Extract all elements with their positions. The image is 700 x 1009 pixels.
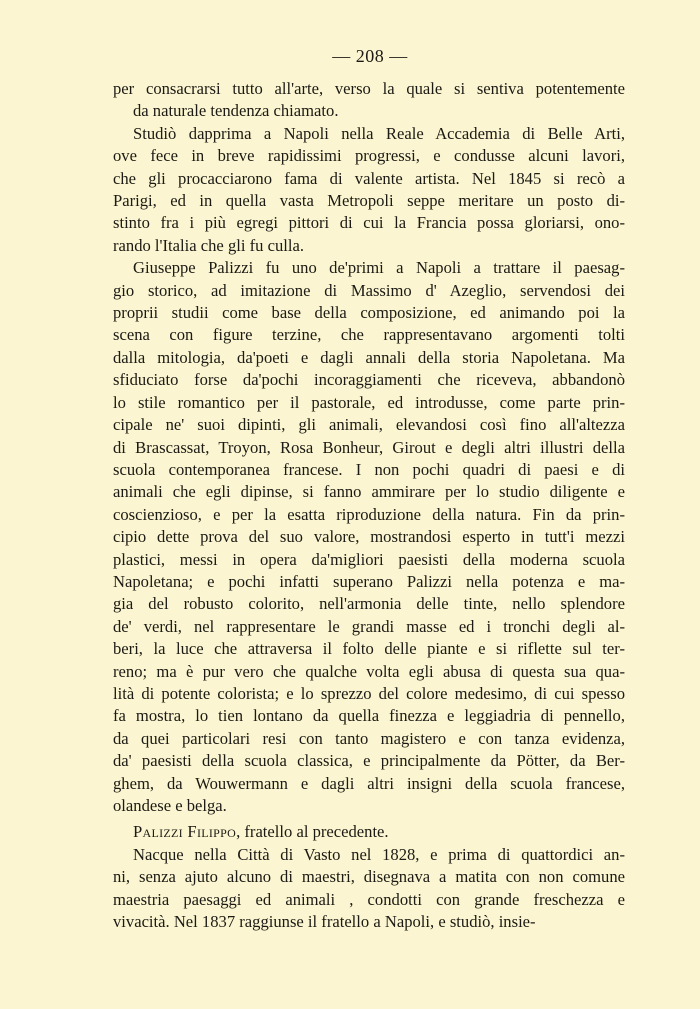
entry-heading [113,821,625,843]
text-line: beri, la luce che attraversa il folto delle piante e si riflette sul ter- [113,639,625,659]
text-line: di Brascassat, Troyon, Rosa Bonheur, Girout e degli altri illustri della [113,437,625,457]
text-line: che gli procacciarono fama di valente artista. Nel 1845 si recò a [113,168,625,188]
text-line: cipio dette prova del suo valore, mostrandosi esperto in tutt'i mezzi [113,527,625,547]
text-line: animali che egli dipinse, si fanno ammirare per lo studio diligente e [113,482,625,502]
text-line: da naturale tendenza chiamato. [133,101,339,121]
text-line: de' verdi, nel rappresentare le grandi masse ed i tronchi degli al- [113,616,625,636]
page-number: — 208 — [332,46,408,66]
text-line: cipale ne' suoi dipinti, gli animali, elevandosi così fino all'altezza [113,415,625,435]
paragraph-2 [113,123,625,257]
paragraph-5 [113,844,625,934]
text-line: dalla mitologia, da'poeti e dagli annali della storia Napoletana. Ma [113,347,625,367]
text-line: scuola contemporanea francese. I non pochi quadri di paesi e di [113,459,625,479]
text-line: fa mostra, lo tien lontano da quella finezza e leggiadria di pennello, [113,706,625,726]
paragraph-3 [113,257,625,817]
text-line: Giuseppe Palizzi fu uno de'primi a Napoli a trattare il paesag- [133,258,625,278]
text-line: da' paesisti della scuola classica, e principalmente da Pötter, da Ber- [113,751,625,771]
text-line: maestria paesaggi ed animali , condotti con grande freschezza e [113,889,625,909]
text-line: gio storico, ad imitazione di Massimo d' Azeglio, servendosi dei [113,280,625,300]
text-line: plastici, messi in opera da'migliori paesisti della moderna scuola [113,549,625,569]
text-line: ni, senza ajuto alcuno di maestri, disegnava a matita con non comune [113,867,625,887]
entry-name: Palizzi Filippo [133,822,237,842]
text-line: per consacrarsi tutto all'arte, verso la quale si sentiva potentemente [113,79,625,98]
body-text [113,78,625,933]
text-line: gia del robusto colorito, nell'armonia delle tinte, nello splendore [113,594,625,614]
text-line: stinto fra i più egregi pittori di cui la Francia possa gloriarsi, ono- [113,213,625,233]
text-line: Nacque nella Città di Vasto nel 1828, e prima di quattordici an- [133,844,625,864]
entry-heading-line [113,821,625,843]
text-line: vivacità. Nel 1837 raggiunse il fratello a Napoli, e studiò, insie- [113,912,536,932]
text-line: coscienzioso, e per la esatta riproduzione della natura. Fin da prin- [113,504,625,524]
text-line: Parigi, ed in quella vasta Metropoli seppe meritare un posto di- [113,191,625,211]
text-line: reno; ma è pur vero che qualche volta egli abusa di questa sua qua- [113,661,625,681]
text-line: lo stile romantico per il pastorale, ed introdusse, come parte prin- [113,392,625,412]
text-line: da quei particolari resi con tanto magistero e con tanza evidenza, [113,728,625,748]
text-line: sfiduciato forse da'pochi incoraggiamenti che riceveva, abbandonò [113,370,625,390]
text-line: lità di potente colorista; e lo sprezzo del colore medesimo, di cui spesso [113,683,625,703]
text-line: proprii studii come base della composizione, ed animando poi la [113,303,625,323]
text-line: ove fece in breve rapidissimi progressi, e condusse alcuni lavori, [113,146,625,166]
text-line: Studiò dapprima a Napoli nella Reale Accademia di Belle Arti, [133,123,625,143]
entry-heading-rest: , fratello al precedente. [236,822,389,842]
paragraph-1 [113,78,625,123]
text-line: ghem, da Wouwermann e dagli altri insigni della scuola francese, [113,773,625,793]
text-line: Napoletana; e pochi infatti superano Palizzi nella potenza e ma- [113,571,625,591]
text-line: olandese e belga. [113,796,227,815]
text-line: scena con figure terzine, che rappresentavano argomenti tolti [113,325,625,345]
text-line: rando l'Italia che gli fu culla. [113,235,304,255]
